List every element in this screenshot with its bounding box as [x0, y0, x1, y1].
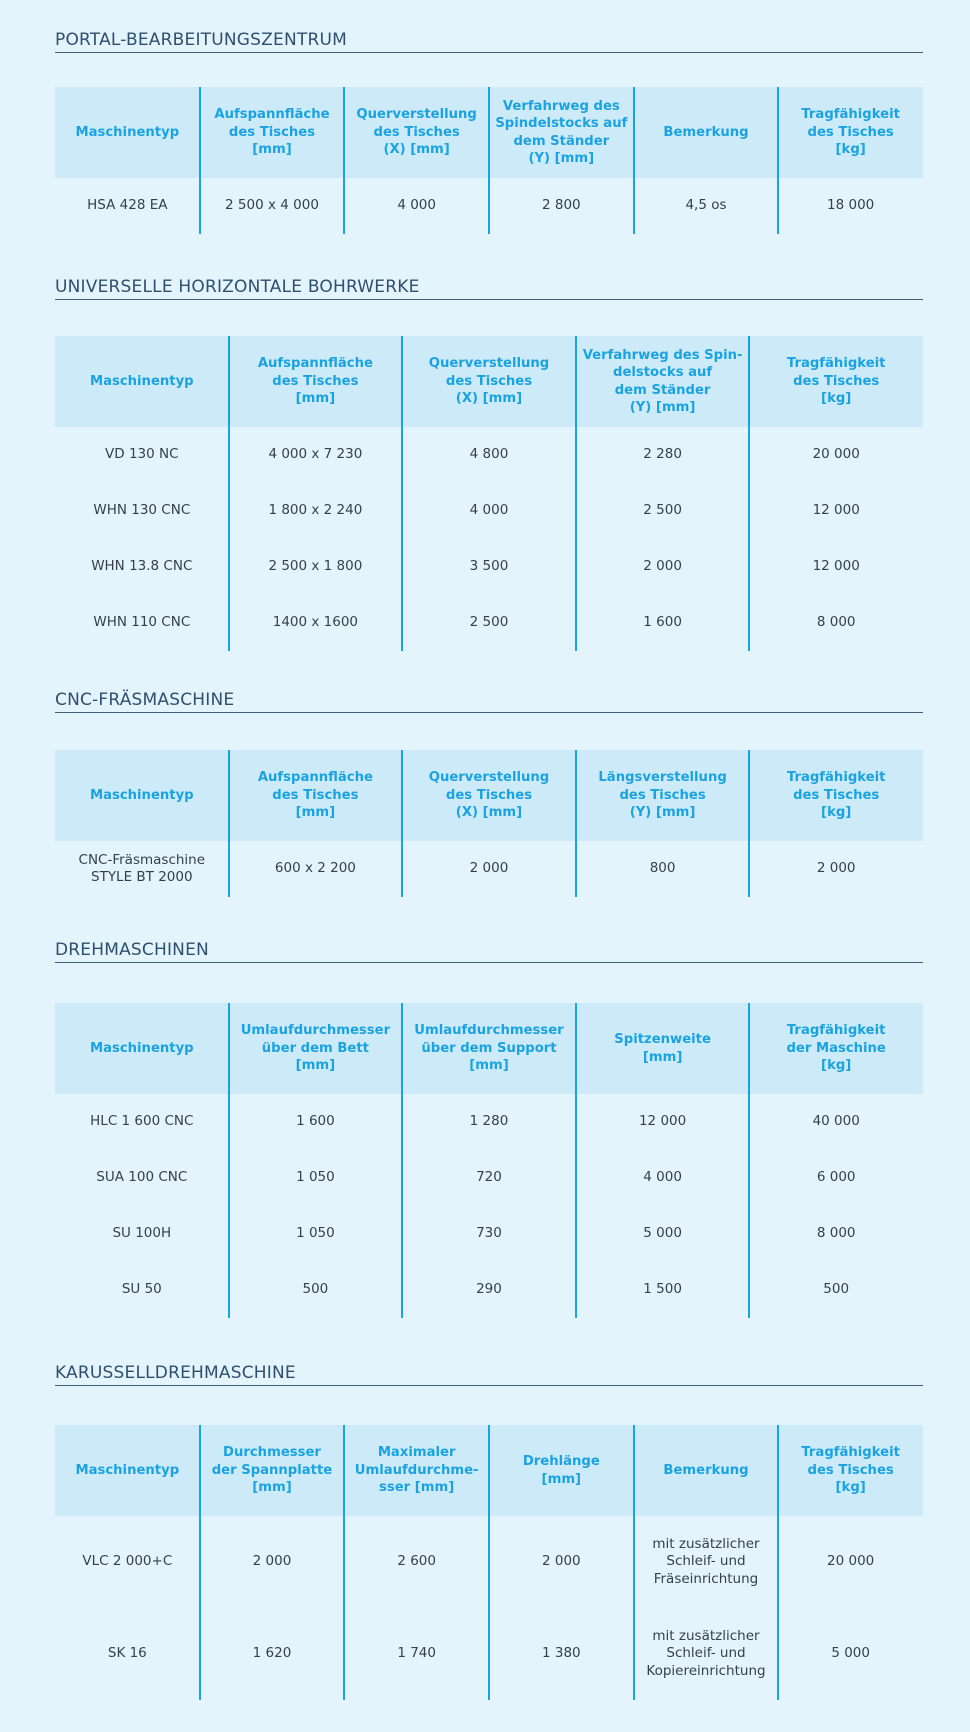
table-cell: 5 000 [643, 1225, 682, 1242]
machine-type-cell: WHN 110 CNC [93, 614, 191, 631]
table-cell: 40 000 [812, 1113, 860, 1130]
machine-type-cell: SU 100H [112, 1225, 172, 1242]
column-divider [343, 1425, 345, 1700]
column-divider [777, 87, 779, 234]
column-divider [633, 87, 635, 234]
table-cell: 4 800 [469, 446, 509, 463]
table-cell: 1 600 [643, 614, 682, 631]
column-header: Maschinentyp [89, 787, 194, 803]
column-header: Aufspannfläche des Tisches [mm] [214, 107, 330, 158]
column-header: Bemerkung [663, 1462, 749, 1478]
machine-type-cell: WHN 13.8 CNC [91, 558, 193, 575]
table-cell: 6 000 [816, 1169, 856, 1186]
column-header: Drehlänge [mm] [522, 1454, 600, 1487]
column-header: Tragfähigkeit des Tisches [kg] [786, 356, 886, 407]
section-divider [55, 712, 923, 713]
column-header: Tragfähigkeit des Tisches [kg] [801, 1445, 900, 1496]
table-cell: 1 620 [252, 1645, 292, 1662]
column-header: Maschinentyp [75, 124, 180, 140]
column-header: Längsverstellung des Tisches (Y) [mm] [598, 770, 727, 821]
table-cell: 18 000 [827, 197, 875, 214]
column-header: Bemerkung [663, 124, 749, 140]
table-cell: 730 [476, 1225, 502, 1242]
table-cell: 8 000 [816, 614, 856, 631]
column-divider [748, 1003, 750, 1318]
section-title: PORTAL-BEARBEITUNGSZENTRUM [55, 30, 347, 50]
table-cell: 20 000 [827, 1553, 875, 1570]
column-divider [575, 750, 577, 897]
table-cell: 500 [823, 1281, 850, 1298]
table-cell: 1 600 [296, 1113, 335, 1130]
table-cell: 600 x 2 200 [274, 860, 356, 877]
section-divider [55, 962, 923, 963]
table-cell: 4 000 [397, 197, 436, 214]
column-header: Maschinentyp [75, 1462, 180, 1478]
table-cell: 2 000 [816, 860, 856, 877]
column-divider [401, 336, 403, 651]
table-cell: 1 800 x 2 240 [268, 502, 363, 519]
table-cell: 2 800 [542, 197, 581, 214]
column-divider [228, 1003, 230, 1318]
column-divider [199, 87, 201, 234]
column-header: Aufspannfläche des Tisches [mm] [257, 356, 373, 407]
table-cell: 2 000 [252, 1553, 292, 1570]
column-header: Verfahrweg des Spindelstocks auf dem Ständer (Y) [mm] [495, 98, 628, 166]
column-header: Tragfähigkeit des Tisches [kg] [801, 107, 900, 158]
table-cell: mit zusätzlicher Schleif- und Kopiereinrichtung [646, 1627, 766, 1679]
table-cell: 2 280 [643, 446, 682, 463]
machine-type-cell: SK 16 [107, 1645, 147, 1662]
table-cell: 12 000 [812, 558, 860, 575]
machine-type-cell: HLC 1 600 CNC [90, 1113, 194, 1130]
column-header: Maschinentyp [89, 373, 194, 389]
column-divider [488, 1425, 490, 1700]
section-title: UNIVERSELLE HORIZONTALE BOHRWERKE [55, 277, 420, 297]
table-cell: 5 000 [831, 1645, 870, 1662]
table-cell: 1 380 [542, 1645, 581, 1662]
table-cell: 2 500 x 1 800 [268, 558, 363, 575]
column-header: Umlaufdurchmesser über dem Bett [mm] [240, 1023, 391, 1074]
column-header: Aufspannfläche des Tisches [mm] [257, 770, 373, 821]
table-cell: 4 000 [643, 1169, 682, 1186]
table-cell: 2 000 [542, 1553, 581, 1570]
column-divider [633, 1425, 635, 1700]
spec-table [55, 87, 923, 234]
table-cell: 1 050 [296, 1169, 335, 1186]
column-divider [575, 1003, 577, 1318]
column-divider [343, 87, 345, 234]
table-cell: 720 [476, 1169, 502, 1186]
table-cell: 1 280 [469, 1113, 509, 1130]
machine-type-cell: HSA 428 EA [87, 197, 168, 214]
section-title: DREHMASCHINEN [55, 940, 209, 960]
column-divider [777, 1425, 779, 1700]
table-cell: 4,5 os [685, 197, 727, 214]
machine-type-cell: SUA 100 CNC [96, 1169, 188, 1186]
column-header: Umlaufdurchmesser über dem Support [mm] [414, 1023, 564, 1074]
machine-type-cell: CNC-Fräsmaschine STYLE BT 2000 [78, 851, 206, 885]
section-title: KARUSSELLDREHMASCHINE [55, 1363, 296, 1383]
column-divider [401, 1003, 403, 1318]
column-divider [228, 336, 230, 651]
machine-type-cell: SU 50 [121, 1281, 162, 1298]
table-cell: 800 [649, 860, 676, 877]
table-cell: 2 600 [397, 1553, 436, 1570]
spec-table [55, 750, 923, 897]
table-cell: 12 000 [812, 502, 860, 519]
table-cell: 2 500 [643, 502, 682, 519]
spec-table [55, 1425, 923, 1700]
column-header: Tragfähigkeit der Maschine [kg] [786, 1023, 886, 1074]
column-header: Spitzenweite [mm] [614, 1032, 711, 1065]
column-divider [575, 336, 577, 651]
column-divider [199, 1425, 201, 1700]
table-cell: 2 000 [469, 860, 509, 877]
table-cell: 1 050 [296, 1225, 335, 1242]
table-cell: 4 000 x 7 230 [268, 446, 363, 463]
section-divider [55, 299, 923, 300]
table-cell: 2 500 [469, 614, 509, 631]
table-cell: 1400 x 1600 [272, 614, 359, 631]
column-divider [401, 750, 403, 897]
table-cell: 500 [302, 1281, 329, 1298]
machine-type-cell: VLC 2 000+C [82, 1553, 173, 1570]
table-cell: 2 000 [643, 558, 682, 575]
column-header: Querverstellung des Tisches (X) [mm] [428, 770, 550, 821]
spec-table [55, 336, 923, 651]
machine-type-cell: WHN 130 CNC [93, 502, 191, 519]
table-cell: 20 000 [812, 446, 860, 463]
section-divider [55, 1385, 923, 1386]
section-divider [55, 52, 923, 53]
table-cell: 8 000 [816, 1225, 856, 1242]
column-header: Maschinentyp [89, 1040, 194, 1056]
table-cell: 12 000 [638, 1113, 687, 1130]
table-cell: 1 500 [643, 1281, 682, 1298]
column-header: Querverstellung des Tisches (X) [mm] [428, 356, 550, 407]
column-header: Tragfähigkeit des Tisches [kg] [786, 770, 886, 821]
column-header: Querverstellung des Tisches (X) [mm] [356, 107, 477, 158]
column-divider [748, 750, 750, 897]
table-cell: 2 500 x 4 000 [225, 197, 319, 214]
column-header: Maximaler Umlaufdurchme- sser [mm] [354, 1445, 479, 1496]
table-cell: mit zusätzlicher Schleif- und Fräseinrichtung [652, 1535, 760, 1587]
column-divider [488, 87, 490, 234]
table-cell: 290 [476, 1281, 502, 1298]
column-divider [228, 750, 230, 897]
table-cell: 4 000 [469, 502, 509, 519]
column-header: Verfahrweg des Spin- delstocks auf dem Ständer (Y) [mm] [582, 347, 743, 415]
spec-table [55, 1003, 923, 1318]
column-header: Durchmesser der Spannplatte [mm] [211, 1445, 333, 1496]
column-divider [748, 336, 750, 651]
table-cell: 1 740 [397, 1645, 436, 1662]
section-title: CNC-FRÄSMASCHINE [55, 690, 235, 710]
table-cell: 3 500 [469, 558, 509, 575]
machine-type-cell: VD 130 NC [105, 446, 179, 463]
